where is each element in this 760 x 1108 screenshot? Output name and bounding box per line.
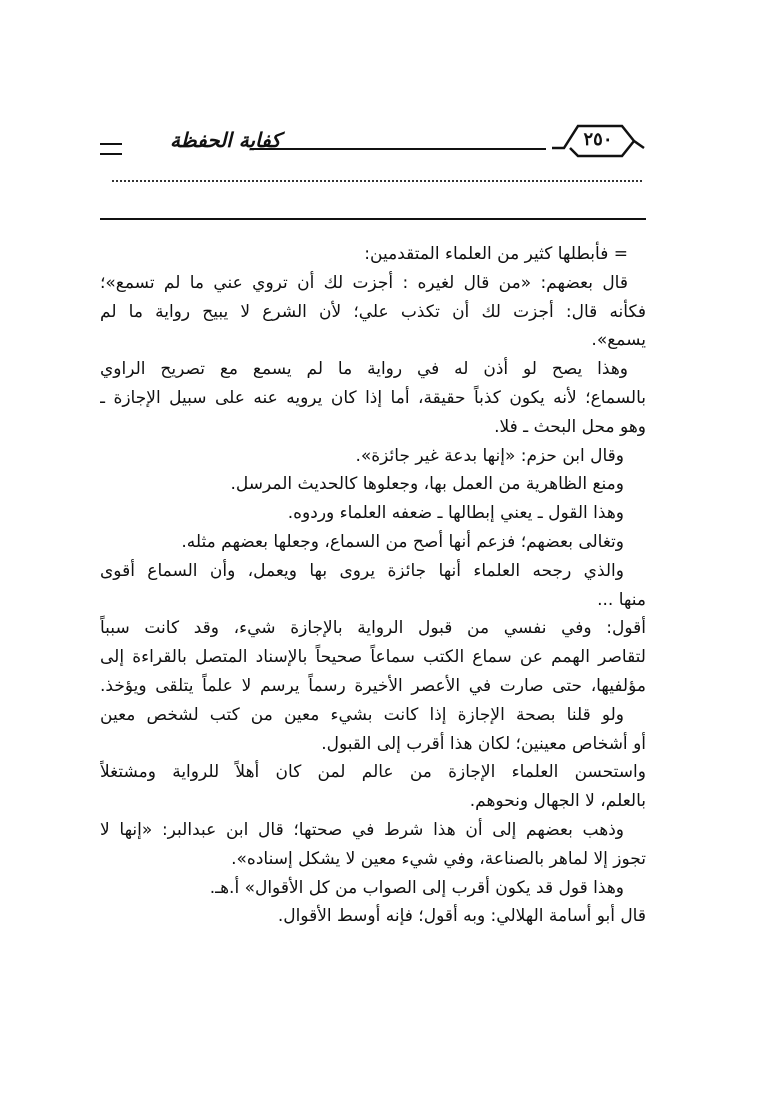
text-line: تجوز إلا لماهر بالصناعة، وفي شيء معين لا يشكل إسناده».	[231, 848, 646, 869]
text-line: ولو قلنا بصحة الإجازة إذا كانت بشيء معين من كتب لشخص معين	[100, 704, 624, 725]
footnote-rule	[100, 218, 646, 220]
book-title: كفاية الحفظة	[170, 128, 281, 152]
text-line: ومنع الظاهرية من العمل بها، وجعلوها كالحديث المرسل.	[230, 474, 624, 495]
text-line: لتقاصر الهمم عن سماع الكتب سماعاً صحيحاً بالإسناد المتصل بالقراءة إلى	[100, 647, 646, 668]
running-header	[100, 118, 646, 164]
text-line: وهذا القول ـ يعني إبطالها ـ ضعفه العلماء وردوه.	[287, 503, 624, 524]
text-line: وتغالى بعضهم؛ فزعم أنها أصح من السماع، وجعلها بعضهم مثله.	[181, 531, 624, 552]
page-number: ٢٥٠	[583, 129, 613, 150]
text-line: قال بعضهم: «من قال لغيره : أجزت لك أن تروي عني ما لم تسمع»؛	[100, 272, 628, 293]
text-line: أو أشخاص معينين؛ لكان هذا أقرب إلى القبول.	[321, 733, 646, 754]
text-line: والذي رجحه العلماء أنها جائزة يروى بها ويعمل، وأن السماع أقوى	[100, 560, 624, 581]
text-line: منها ...	[597, 589, 646, 610]
text-line: وهو محل البحث ـ فلا.	[494, 416, 646, 437]
text-line: فكأنه قال: أجزت لك أن تكذب علي؛ لأن الشرع لا يبيح رواية ما لم	[100, 301, 646, 322]
text-line: واستحسن العلماء الإجازة من عالم لمن كان أهلاً للرواية ومشتغلاً	[100, 762, 646, 783]
text-line: وهذا قول قد يكون أقرب إلى الصواب من كل الأقوال» أ.هـ.	[209, 877, 624, 898]
header-rule	[250, 148, 546, 150]
text-line: = فأبطلها كثير من العلماء المتقدمين:	[364, 244, 628, 264]
text-line: يسمع».	[591, 330, 646, 351]
text-line: وهذا يصح لو أذن له في رواية ما لم يسمع مع تصريح الراوي	[100, 359, 628, 380]
header-double-dash	[100, 143, 122, 155]
text-line: وقال ابن حزم: «إنها بدعة غير جائزة».	[355, 445, 624, 466]
text-line: وذهب بعضهم إلى أن هذا شرط في صحتها؛ قال ابن عبدالبر: «إنها لا	[100, 819, 624, 840]
text-line: قال أبو أسامة الهلالي: وبه أقول؛ فإنه أوسط الأقوال.	[277, 906, 646, 927]
text-line: أقول: وفي نفسي من قبول الرواية بالإجازة شيء، وقد كانت سبباً	[100, 618, 646, 639]
text-line: بالسماع؛ لأنه يكون كذباً حقيقة، أما إذا كان يرويه عنه على سبيل الإجازة ـ	[100, 387, 646, 408]
page-number-badge	[550, 118, 646, 164]
body-text	[100, 240, 646, 931]
dotted-separator	[112, 180, 642, 182]
text-line: مؤلفيها، حتى صارت في الأعصر الأخيرة رسماً يرسم لا علماً يتلقى ويؤخذ.	[100, 675, 646, 696]
text-line: بالعلم، لا الجهال ونحوهم.	[469, 791, 646, 812]
